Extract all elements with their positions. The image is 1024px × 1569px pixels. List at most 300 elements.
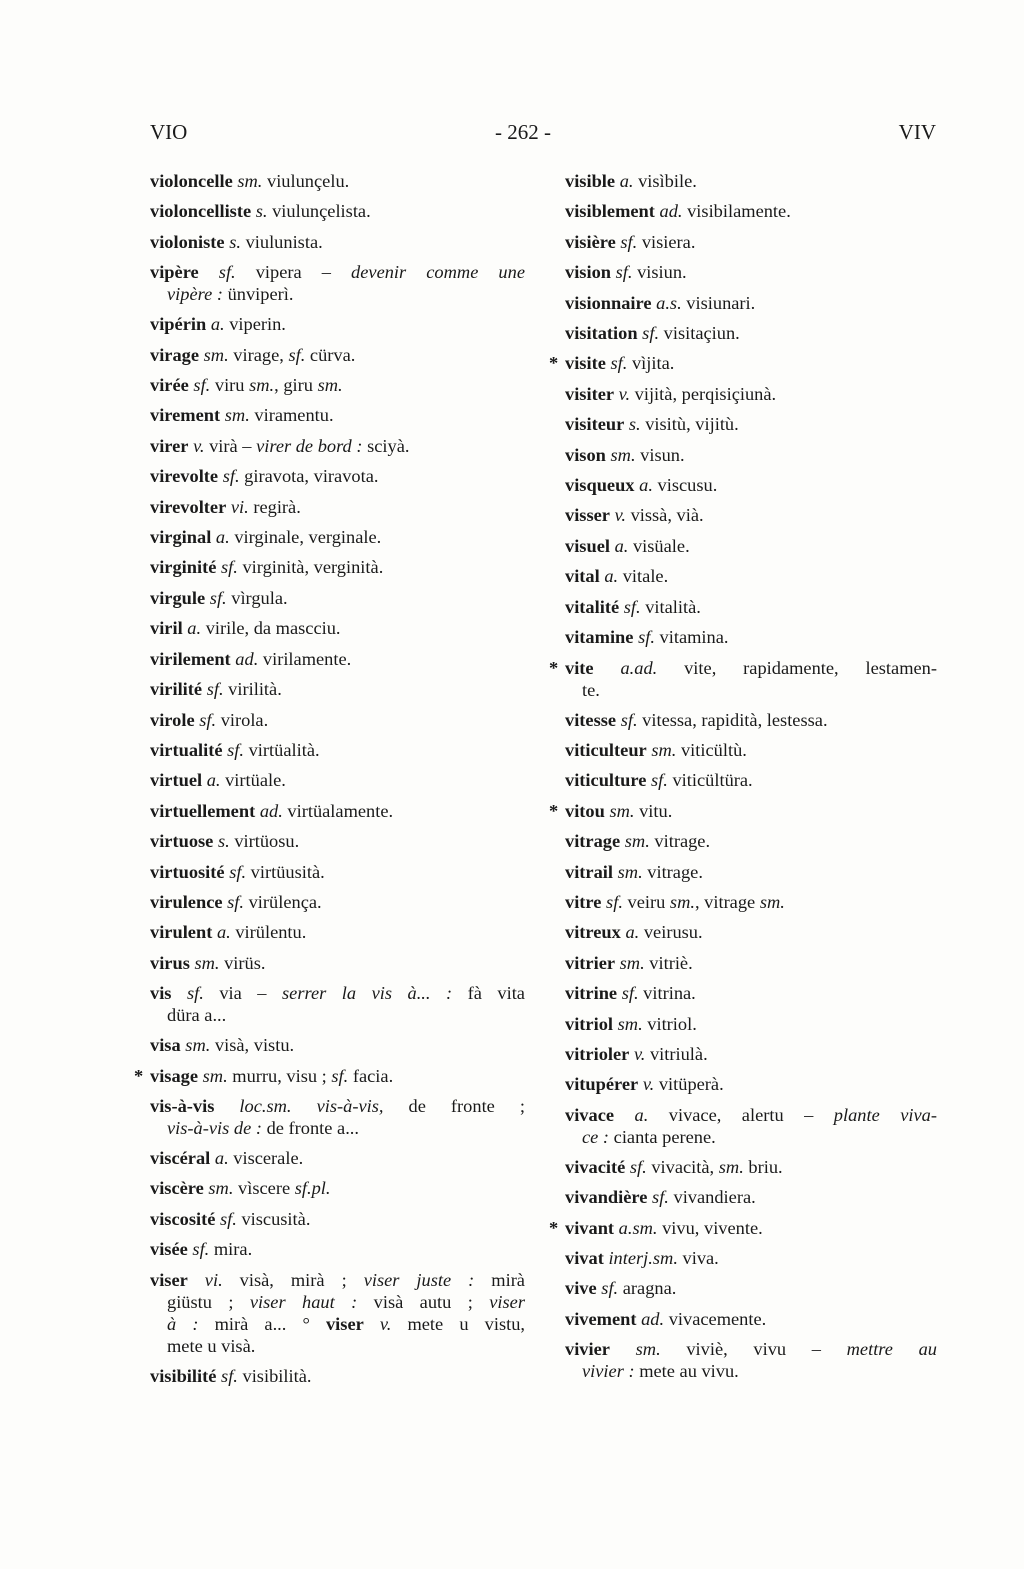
headword: virgule xyxy=(150,587,206,608)
entry-continuation xyxy=(565,679,937,701)
headword: virée xyxy=(150,375,189,396)
part-of-speech: sf. xyxy=(193,375,211,396)
definition-text: virilità. xyxy=(223,679,282,700)
definition-text: via – xyxy=(203,983,282,1004)
dictionary-entry xyxy=(150,796,525,826)
headword: viscosité xyxy=(150,1208,216,1229)
definition-text: vite, rapidamente, lestamen- xyxy=(657,657,937,678)
headword: virer xyxy=(150,435,189,456)
example-phrase: ce : xyxy=(582,1126,610,1147)
dictionary-entry xyxy=(565,409,937,439)
entry-line xyxy=(150,917,525,947)
headword: visa xyxy=(150,1035,181,1056)
entry-line xyxy=(150,1030,525,1060)
entry-line xyxy=(565,1182,937,1212)
headword: visitation xyxy=(565,323,638,344)
part-of-speech: v. xyxy=(614,505,626,526)
headword: visiteur xyxy=(565,414,625,435)
definition-text: vìscere xyxy=(233,1178,295,1199)
entry-line xyxy=(565,622,937,652)
dictionary-entry xyxy=(565,735,937,765)
part-of-speech: sf. xyxy=(623,596,641,617)
definition-text: vitessa, rapidità, lestessa. xyxy=(637,709,828,730)
dictionary-entry xyxy=(150,1204,525,1234)
definition-text xyxy=(614,1105,634,1125)
entry-line xyxy=(150,340,525,370)
part-of-speech: sm. xyxy=(203,344,229,365)
part-of-speech: sm. xyxy=(718,1156,744,1177)
definition-text: virtüosu. xyxy=(229,831,300,852)
entry-continuation xyxy=(150,283,525,305)
entry-line xyxy=(150,261,525,283)
definition-text: giravota, viravota. xyxy=(239,466,379,487)
part-of-speech: sm. xyxy=(651,739,677,760)
entry-line xyxy=(565,531,937,561)
entry-line xyxy=(150,826,525,856)
part-of-speech: ad. xyxy=(641,1308,665,1329)
definition-text: , vitrage xyxy=(694,891,760,912)
part-of-speech: a.ad. xyxy=(620,657,658,678)
part-of-speech: sf. xyxy=(206,679,224,700)
headword: vitalité xyxy=(565,596,620,617)
headword: visage xyxy=(150,1065,199,1086)
definition-text: vitu. xyxy=(634,800,673,821)
definition-text: vitüperà. xyxy=(654,1074,724,1095)
dictionary-entry xyxy=(150,887,525,917)
part-of-speech: sf. xyxy=(209,587,227,608)
headword: vision xyxy=(565,262,611,283)
part-of-speech: sf. xyxy=(642,323,660,344)
dictionary-entry xyxy=(565,531,937,561)
headword: vivandière xyxy=(565,1187,648,1208)
definition-text: briu. xyxy=(743,1156,783,1177)
headword: virulence xyxy=(150,891,223,912)
headword: visqueux xyxy=(565,475,635,496)
part-of-speech: sf. xyxy=(601,1278,619,1299)
definition-text: fà vita xyxy=(452,983,525,1004)
headword: vitrail xyxy=(565,861,614,882)
definition-text xyxy=(199,262,219,282)
part-of-speech: sf. xyxy=(651,770,668,791)
part-of-speech: sm. xyxy=(249,375,275,396)
headword: vivace xyxy=(565,1104,615,1125)
dictionary-entry xyxy=(549,348,937,378)
definition-text: visiunari. xyxy=(681,292,756,313)
dictionary-entry xyxy=(150,400,525,430)
dictionary-entry xyxy=(565,166,937,196)
definition-text: visiera. xyxy=(637,231,696,252)
entry-line xyxy=(565,561,937,591)
dictionary-entry xyxy=(150,917,525,947)
dictionary-entry xyxy=(565,857,937,887)
part-of-speech: sf. xyxy=(221,557,238,578)
part-of-speech: v. xyxy=(633,1043,646,1064)
definition-text: virà – xyxy=(204,435,257,456)
entry-continuation xyxy=(565,1360,937,1382)
entry-line xyxy=(565,348,937,378)
dictionary-entry xyxy=(549,796,937,826)
entry-line xyxy=(565,917,937,947)
entry-line xyxy=(150,857,525,887)
example-phrase: viser xyxy=(489,1291,525,1312)
part-of-speech: a. xyxy=(625,922,640,943)
headword: vis-à-vis xyxy=(150,1095,215,1116)
headword: virtuosité xyxy=(150,861,225,882)
definition-text: mete u visà. xyxy=(167,1335,256,1356)
entry-line xyxy=(150,196,525,226)
definition-text: vivacità, xyxy=(646,1156,719,1177)
part-of-speech: ad. xyxy=(659,201,683,222)
definition-text: vivace, alertu – xyxy=(648,1104,834,1125)
entry-line xyxy=(150,982,525,1004)
left-column xyxy=(134,166,526,1391)
entry-continuation xyxy=(565,1126,937,1148)
part-of-speech: sm. xyxy=(317,375,343,396)
dictionary-entry xyxy=(150,1143,525,1173)
definition-text: mete au vivu. xyxy=(634,1361,739,1382)
definition-text: viticültüra. xyxy=(667,770,753,791)
definition-text: de fronte a... xyxy=(261,1117,360,1138)
example-phrase: mettre au xyxy=(846,1339,938,1360)
definition-text: mira. xyxy=(209,1239,253,1260)
entry-line xyxy=(150,1143,525,1173)
headword: vison xyxy=(565,444,606,465)
dictionary-entry xyxy=(150,1234,525,1264)
definition-text: virtüusità. xyxy=(246,861,325,882)
entry-line xyxy=(565,826,937,856)
part-of-speech: ad. xyxy=(235,648,259,669)
dictionary-entry xyxy=(565,887,937,917)
definition-text: ünviperì. xyxy=(223,284,294,305)
definition-text: vitamina. xyxy=(654,627,729,648)
entry-line xyxy=(565,409,937,439)
definition-text: visìbile. xyxy=(633,171,697,191)
headword: violoniste xyxy=(150,231,225,252)
dictionary-entry xyxy=(150,857,525,887)
definition-text: vitalità. xyxy=(640,596,701,617)
definition-text: düra a... xyxy=(167,1005,227,1026)
dictionary-entry xyxy=(565,1100,937,1152)
example-phrase: plante viva- xyxy=(833,1104,937,1125)
dictionary-entry xyxy=(150,948,525,978)
definition-text: vitrage. xyxy=(649,831,711,852)
definition-text: vitrage. xyxy=(642,861,703,882)
dictionary-entry xyxy=(565,1334,937,1386)
part-of-speech: sm. xyxy=(610,444,636,465)
example-phrase: virer de bord : xyxy=(256,435,363,456)
dictionary-entry xyxy=(150,492,525,522)
dictionary-entry xyxy=(150,1030,525,1060)
definition-text: viperin. xyxy=(224,314,286,335)
dictionary-entry xyxy=(150,826,525,856)
dictionary-entry xyxy=(565,227,937,257)
example-phrase: vipère : xyxy=(167,284,223,305)
entry-line xyxy=(565,1009,937,1039)
headword: virement xyxy=(150,405,221,426)
dictionary-entry xyxy=(150,1173,525,1203)
part-of-speech: v. xyxy=(379,1313,392,1334)
headword: visiter xyxy=(565,383,615,404)
part-of-speech: sf. xyxy=(192,1239,210,1260)
entry-line xyxy=(565,657,937,679)
asterisk-marker: * xyxy=(549,353,559,374)
headword: vive xyxy=(565,1278,597,1299)
headword: virtuel xyxy=(150,770,203,791)
dictionary-entry xyxy=(565,765,937,795)
definition-text xyxy=(610,1339,636,1359)
part-of-speech: a. xyxy=(187,618,202,639)
part-of-speech: loc.sm. xyxy=(239,1095,292,1116)
headword: vitre xyxy=(565,891,602,912)
part-of-speech: sm. xyxy=(669,891,695,912)
definition-text: de fronte ; xyxy=(383,1095,525,1116)
headword: viscère xyxy=(150,1178,204,1199)
headword: visière xyxy=(565,231,616,252)
headword: virilité xyxy=(150,679,203,700)
example-phrase: vis-à-vis de : xyxy=(167,1117,262,1138)
definition-text: virtüale. xyxy=(220,770,286,791)
running-head-left: VIO xyxy=(150,120,188,144)
definition-text: vìjita. xyxy=(627,353,675,374)
part-of-speech: ad. xyxy=(259,800,283,821)
part-of-speech: sm. xyxy=(224,405,250,426)
entry-line xyxy=(565,978,937,1008)
dictionary-entry xyxy=(565,257,937,287)
dictionary-entry xyxy=(150,644,525,674)
entry-line xyxy=(150,522,525,552)
dictionary-entry xyxy=(565,1039,937,1069)
definition-text: vìrgula. xyxy=(226,587,288,608)
entry-line xyxy=(565,379,937,409)
dictionary-entry xyxy=(150,166,525,196)
headword: vitrage xyxy=(565,831,621,852)
headword: visser xyxy=(565,505,610,526)
part-of-speech: sm. xyxy=(617,1013,643,1034)
entry-line xyxy=(565,592,937,622)
definition-text: visiun. xyxy=(632,262,687,283)
definition-text: mete u vistu, xyxy=(391,1313,526,1334)
dictionary-entry xyxy=(150,705,525,735)
dictionary-entry xyxy=(565,622,937,652)
part-of-speech: sm. xyxy=(208,1178,234,1199)
part-of-speech: v. xyxy=(618,383,631,404)
part-of-speech: a. xyxy=(619,171,634,191)
part-of-speech: sf.pl. xyxy=(294,1178,331,1199)
part-of-speech: sm. xyxy=(635,1339,661,1360)
entry-line xyxy=(565,735,937,765)
headword: vitrioler xyxy=(565,1043,630,1064)
definition-text: virginale, verginale. xyxy=(229,527,382,548)
definition-text: virage, xyxy=(228,344,289,365)
part-of-speech: sm. xyxy=(237,171,263,191)
entry-line xyxy=(150,1361,525,1391)
part-of-speech: interj.sm. xyxy=(608,1248,678,1268)
part-of-speech: sf. xyxy=(606,891,623,912)
entry-line xyxy=(565,857,937,887)
entry-continuation xyxy=(150,1117,525,1139)
part-of-speech: a. xyxy=(614,535,629,556)
part-of-speech: a. xyxy=(634,1104,649,1125)
entry-line xyxy=(565,948,937,978)
entry-line xyxy=(150,1061,525,1091)
entry-line xyxy=(565,440,937,470)
part-of-speech: sm. xyxy=(185,1035,211,1056)
headword: virginal xyxy=(150,527,212,548)
part-of-speech: sf. xyxy=(652,1187,669,1208)
asterisk-marker: * xyxy=(134,1065,144,1086)
definition-text: vivandiera. xyxy=(668,1187,756,1208)
dictionary-entry xyxy=(134,1061,525,1091)
dictionary-entry xyxy=(150,1265,525,1361)
dictionary-entry xyxy=(565,561,937,591)
definition-text xyxy=(188,1270,205,1290)
dictionary-entry xyxy=(565,1273,937,1303)
part-of-speech: sf. xyxy=(620,709,638,730)
dictionary-entry xyxy=(150,196,525,226)
definition-text: vivacemente. xyxy=(664,1308,767,1329)
headword: virilement xyxy=(150,648,231,669)
entry-line xyxy=(150,796,525,826)
headword: violoncelle xyxy=(150,171,233,191)
dictionary-entry xyxy=(565,379,937,409)
part-of-speech: s. xyxy=(229,231,241,252)
entry-line xyxy=(150,1204,525,1234)
entry-line xyxy=(565,1039,937,1069)
definition-text: sciyà. xyxy=(362,435,410,456)
definition-text: viticültù. xyxy=(676,739,747,760)
part-of-speech: sf. xyxy=(610,353,628,374)
part-of-speech: sm. xyxy=(619,952,645,973)
part-of-speech: a. xyxy=(210,314,225,335)
part-of-speech: a. xyxy=(214,1147,229,1168)
definition-text: facia. xyxy=(348,1065,394,1086)
definition-text: viviè, vivu – xyxy=(660,1339,847,1360)
entry-line xyxy=(150,227,525,257)
part-of-speech: sm. xyxy=(759,891,785,912)
headword: vipère xyxy=(150,262,199,283)
definition-text: veiru xyxy=(622,891,670,912)
definition-text: vipera – xyxy=(235,262,352,283)
dictionary-entry xyxy=(565,917,937,947)
entry-line xyxy=(565,796,937,826)
entry-continuation xyxy=(150,1004,525,1026)
entry-line xyxy=(150,400,525,430)
example-phrase: à : xyxy=(167,1313,199,1334)
page-header xyxy=(150,120,936,152)
headword: vipérin xyxy=(150,314,207,335)
entry-line xyxy=(150,461,525,491)
example-phrase: viser juste : xyxy=(363,1269,475,1290)
entry-line xyxy=(150,644,525,674)
part-of-speech: a. xyxy=(215,527,230,548)
definition-text: vitriol. xyxy=(642,1013,697,1034)
definition-text xyxy=(214,1096,239,1116)
page-number: - 262 - xyxy=(495,120,551,144)
headword: vitesse xyxy=(565,709,617,730)
dictionary-entry xyxy=(150,227,525,257)
definition-text: vivu, vivente. xyxy=(657,1217,763,1238)
definition-text xyxy=(594,658,621,678)
definition-text: visà, vistu. xyxy=(210,1035,295,1056)
part-of-speech: a. xyxy=(206,770,221,791)
dictionary-entry xyxy=(150,613,525,643)
definition-text: viulunista. xyxy=(240,231,323,252)
dictionary-entry xyxy=(150,257,525,309)
part-of-speech: sm. xyxy=(624,831,650,852)
right-column xyxy=(549,166,938,1386)
entry-line xyxy=(565,1273,937,1303)
definition-text: visitaçiun. xyxy=(659,323,740,344)
definition-text: virile, da mascciu. xyxy=(201,618,341,639)
headword: vivant xyxy=(565,1217,615,1238)
headword: virage xyxy=(150,344,200,365)
dictionary-entry xyxy=(565,440,937,470)
definition-text: visibilità. xyxy=(237,1365,312,1386)
headword: visibilité xyxy=(150,1365,217,1386)
entry-line xyxy=(150,1173,525,1203)
headword: virevolte xyxy=(150,466,219,487)
entry-line xyxy=(150,166,525,196)
example-phrase: serrer la vis à... : xyxy=(282,983,453,1004)
part-of-speech: sf. xyxy=(186,983,204,1004)
dictionary-entry xyxy=(565,1009,937,1039)
entry-line xyxy=(150,735,525,765)
headword: vivier xyxy=(565,1339,610,1360)
entry-line xyxy=(150,1234,525,1264)
running-head-right: VIV xyxy=(898,120,936,144)
headword: vis xyxy=(150,983,172,1004)
definition-text: vijità, perqisiçiunà. xyxy=(630,383,777,404)
definition-text: virola. xyxy=(216,709,269,730)
dictionary-entry xyxy=(150,583,525,613)
dictionary-entry xyxy=(565,978,937,1008)
definition-text: viramentu. xyxy=(249,405,334,426)
entry-line xyxy=(150,1095,525,1117)
part-of-speech: sf. xyxy=(638,627,655,648)
headword: visite xyxy=(565,353,606,374)
definition-text: vitriè. xyxy=(644,952,693,973)
headword: vite xyxy=(565,657,594,678)
headword: visionnaire xyxy=(565,292,652,313)
part-of-speech: sf. xyxy=(629,1156,647,1177)
definition-text: visà autu ; xyxy=(357,1291,490,1312)
definition-text: mirà xyxy=(474,1269,525,1290)
dictionary-entry xyxy=(549,653,937,705)
headword: vivat xyxy=(565,1248,604,1268)
headword: visible xyxy=(565,171,616,191)
headword: viser xyxy=(150,1269,188,1290)
part-of-speech: v. xyxy=(642,1074,655,1095)
dictionary-entry xyxy=(549,1213,937,1243)
dictionary-entry xyxy=(150,370,525,400)
part-of-speech: sf. xyxy=(199,709,217,730)
definition-text: viscerale. xyxy=(228,1147,304,1168)
dictionary-entry xyxy=(150,1361,525,1391)
definition-text: virilamente. xyxy=(258,648,352,669)
entry-line xyxy=(150,370,525,400)
headword: virtuose xyxy=(150,831,214,852)
headword: vitupérer xyxy=(565,1074,639,1095)
definition-text xyxy=(364,1314,380,1334)
entry-line xyxy=(150,948,525,978)
part-of-speech: sf. xyxy=(218,262,236,283)
headword: virevolter xyxy=(150,496,227,517)
entry-line xyxy=(565,257,937,287)
entry-line xyxy=(565,227,937,257)
part-of-speech: vi. xyxy=(230,496,249,517)
dictionary-entry xyxy=(565,705,937,735)
definition-text: virtüalamente. xyxy=(282,800,394,821)
